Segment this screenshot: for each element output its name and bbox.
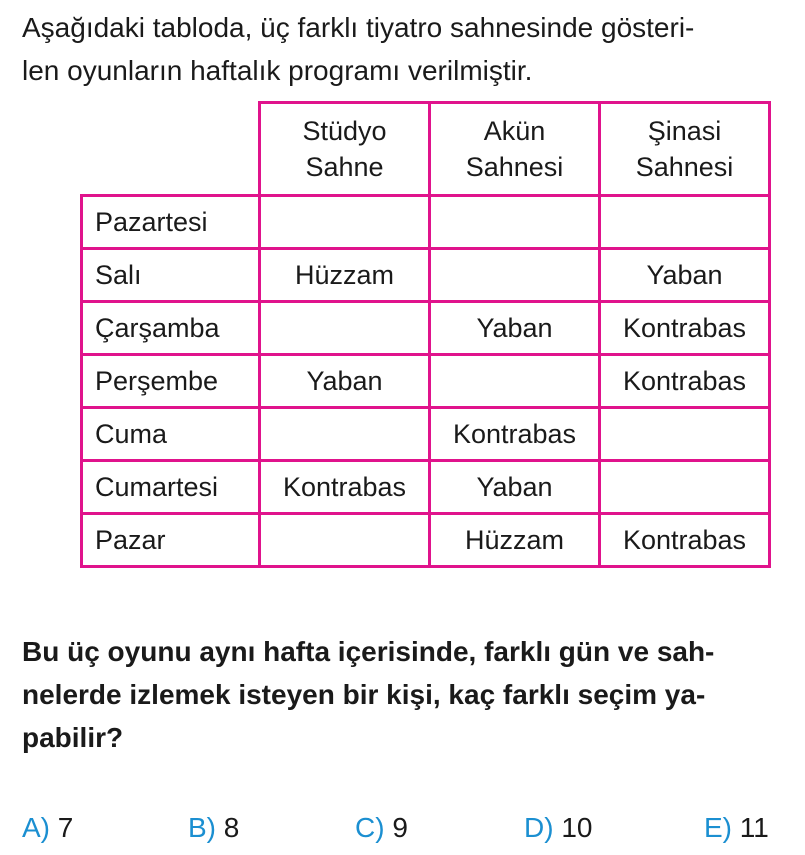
intro-line-2: len oyunların haftalık programı verilmiştir. [22,55,533,86]
day-label: Perşembe [82,355,260,408]
table-cell [600,408,770,461]
table-cell: Kontrabas [260,461,430,514]
table-cell [430,196,600,249]
option-d-letter: D) [524,812,554,843]
option-b-letter: B) [188,812,216,843]
table-cell: Hüzzam [260,249,430,302]
option-a-value: 7 [57,812,74,843]
option-e-letter: E) [704,812,732,843]
table-header-row [82,103,770,196]
intro-text [22,6,792,92]
option-d[interactable] [524,812,592,844]
day-label: Cuma [82,408,260,461]
option-c[interactable] [355,812,408,844]
table-row [82,302,770,355]
table-row [82,355,770,408]
option-a[interactable] [22,812,73,844]
table-row [82,461,770,514]
table-cell: Kontrabas [600,355,770,408]
day-label: Pazar [82,514,260,567]
table-cell [260,408,430,461]
day-label: Salı [82,249,260,302]
table-row [82,196,770,249]
option-b-value: 8 [223,812,240,843]
column-header-sinasi: Şinasi Sahnesi [600,103,770,196]
table-cell [260,514,430,567]
intro-line-1: Aşağıdaki tabloda, üç farklı tiyatro sahnesinde gösteri- [22,12,695,43]
question-line-2: nelerde izlemek isteyen bir kişi, kaç farklı seçim ya- [22,679,706,710]
question-line-3: pabilir? [22,722,124,753]
schedule-table [80,101,771,568]
table-cell [600,461,770,514]
option-c-value: 9 [392,812,408,843]
table-cell [430,355,600,408]
answer-options [22,812,792,852]
table-cell: Kontrabas [430,408,600,461]
table-cell: Kontrabas [600,302,770,355]
question-text [22,630,792,759]
column-header-studyo: Stüdyo Sahne [260,103,430,196]
table-cell [430,249,600,302]
question-line-1: Bu üç oyunu aynı hafta içerisinde, farklı gün ve sah- [22,636,715,667]
column-header-akun: Akün Sahnesi [430,103,600,196]
table-row [82,249,770,302]
table-cell: Kontrabas [600,514,770,567]
day-label: Pazartesi [82,196,260,249]
header-corner [82,103,260,196]
table-cell: Yaban [430,302,600,355]
table-cell [600,196,770,249]
table-cell [260,196,430,249]
option-d-value: 10 [561,812,593,843]
table-cell: Hüzzam [430,514,600,567]
option-a-letter: A) [22,812,50,843]
table-cell: Yaban [600,249,770,302]
day-label: Cumartesi [82,461,260,514]
table-cell: Yaban [430,461,600,514]
option-e-value: 11 [739,812,769,843]
option-b[interactable] [188,812,239,844]
option-c-letter: C) [355,812,385,843]
table-cell [260,302,430,355]
table-cell: Yaban [260,355,430,408]
option-e[interactable] [704,812,769,844]
table-row [82,514,770,567]
table-row [82,408,770,461]
day-label: Çarşamba [82,302,260,355]
